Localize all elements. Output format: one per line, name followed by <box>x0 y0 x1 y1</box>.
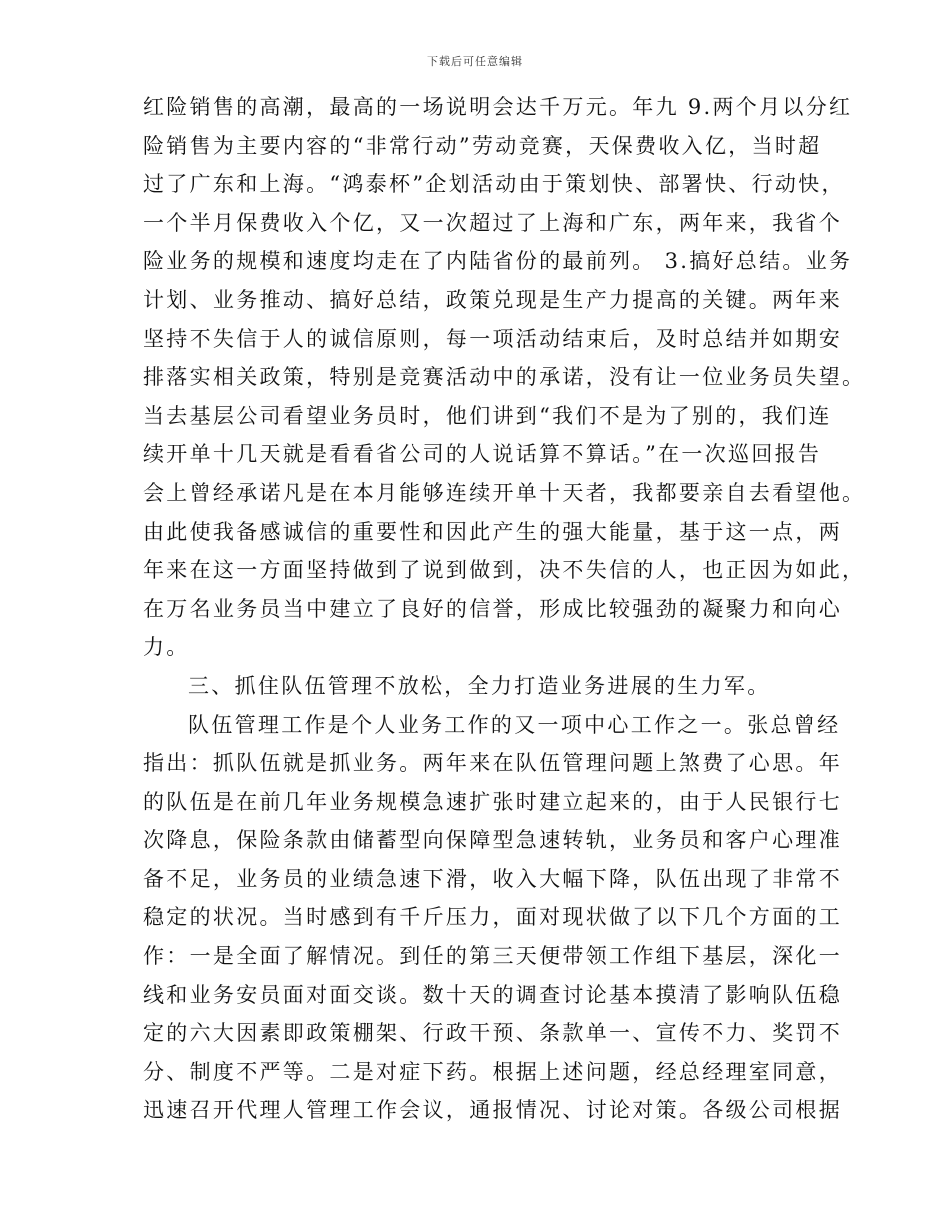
text-line: 会上曾经承诺凡是在本月能够连续开单十天者，我都要亲自去看望他。 <box>143 480 866 505</box>
text-line: 年来在这一方面坚持做到了说到做到，决不失信的人，也正因为如此， <box>143 558 866 583</box>
text-line: 分、制度不严等。二是对症下药。根据上述问题，经总经理室同意， <box>143 1059 842 1084</box>
text-line: 力。 <box>143 635 190 660</box>
text-line: 迅速召开代理人管理工作会议，通报情况、讨论对策。各级公司根据 <box>143 1098 842 1123</box>
paragraph-first-line: 队伍管理工作是个人业务工作的又一项中心工作之一。张总曾经 <box>188 712 841 737</box>
text-line: 由此使我备感诚信的重要性和因此产生的强大能量，基于这一点，两 <box>143 519 842 544</box>
text-line: 指出：抓队伍就是抓业务。两年来在队伍管理问题上煞费了心思。年 <box>143 751 842 776</box>
page-header-note: 下载后可任意编辑 <box>427 55 523 68</box>
text-line: 作：一是全面了解情况。到任的第三天便带领工作组下基层，深化一 <box>143 944 842 969</box>
text-line: 过了广东和上海。“鸿泰杯”企划活动由于策划快、部署快、行动快， <box>143 172 845 197</box>
text-line: 险业务的规模和速度均走在了内陆省份的最前列。 3.搞好总结。业务 <box>143 249 853 274</box>
text-line: 计划、业务推动、搞好总结，政策兑现是生产力提高的关键。两年来 <box>143 287 842 312</box>
text-line: 次降息，保险条款由储蓄型向保障型急速转轨，业务员和客户心理准 <box>143 828 842 853</box>
text-line: 险销售为主要内容的“非常行动”劳动竞赛，天保费收入亿，当时超 <box>143 133 822 158</box>
section-heading: 三、抓住队伍管理不放松，全力打造业务进展的生力军。 <box>188 673 771 698</box>
text-line: 一个半月保费收入个亿，又一次超过了上海和广东，两年来，我省个 <box>143 210 842 235</box>
text-line: 定的六大因素即政策棚架、行政干预、条款单一、宣传不力、奖罚不 <box>143 1021 842 1046</box>
text-line: 备不足，业务员的业绩急速下滑，收入大幅下降，队伍出现了非常不 <box>143 866 842 891</box>
text-line: 的队伍是在前几年业务规模急速扩张时建立起来的，由于人民银行七 <box>143 789 842 814</box>
text-line: 线和业务安员面对面交谈。数十天的调查讨论基本摸清了影响队伍稳 <box>143 982 842 1007</box>
text-line: 坚持不失信于人的诚信原则，每一项活动结束后，及时总结并如期安 <box>143 326 842 351</box>
text-line: 在万名业务员当中建立了良好的信誉，形成比较强劲的凝聚力和向心 <box>143 596 842 621</box>
text-line: 红险销售的高潮，最高的一场说明会达千万元。年九 9.两个月以分红 <box>143 95 853 119</box>
text-line: 续开单十几天就是看看省公司的人说话算不算话。”在一次巡回报告 <box>143 442 822 467</box>
text-line: 排落实相关政策，特别是竞赛活动中的承诺，没有让一位业务员失望。 <box>143 365 866 390</box>
text-line: 当去基层公司看望业务员时，他们讲到“我们不是为了别的，我们连 <box>143 403 832 428</box>
document-body <box>143 88 866 1130</box>
text-line: 稳定的状况。当时感到有千斤压力，面对现状做了以下几个方面的工 <box>143 905 842 930</box>
